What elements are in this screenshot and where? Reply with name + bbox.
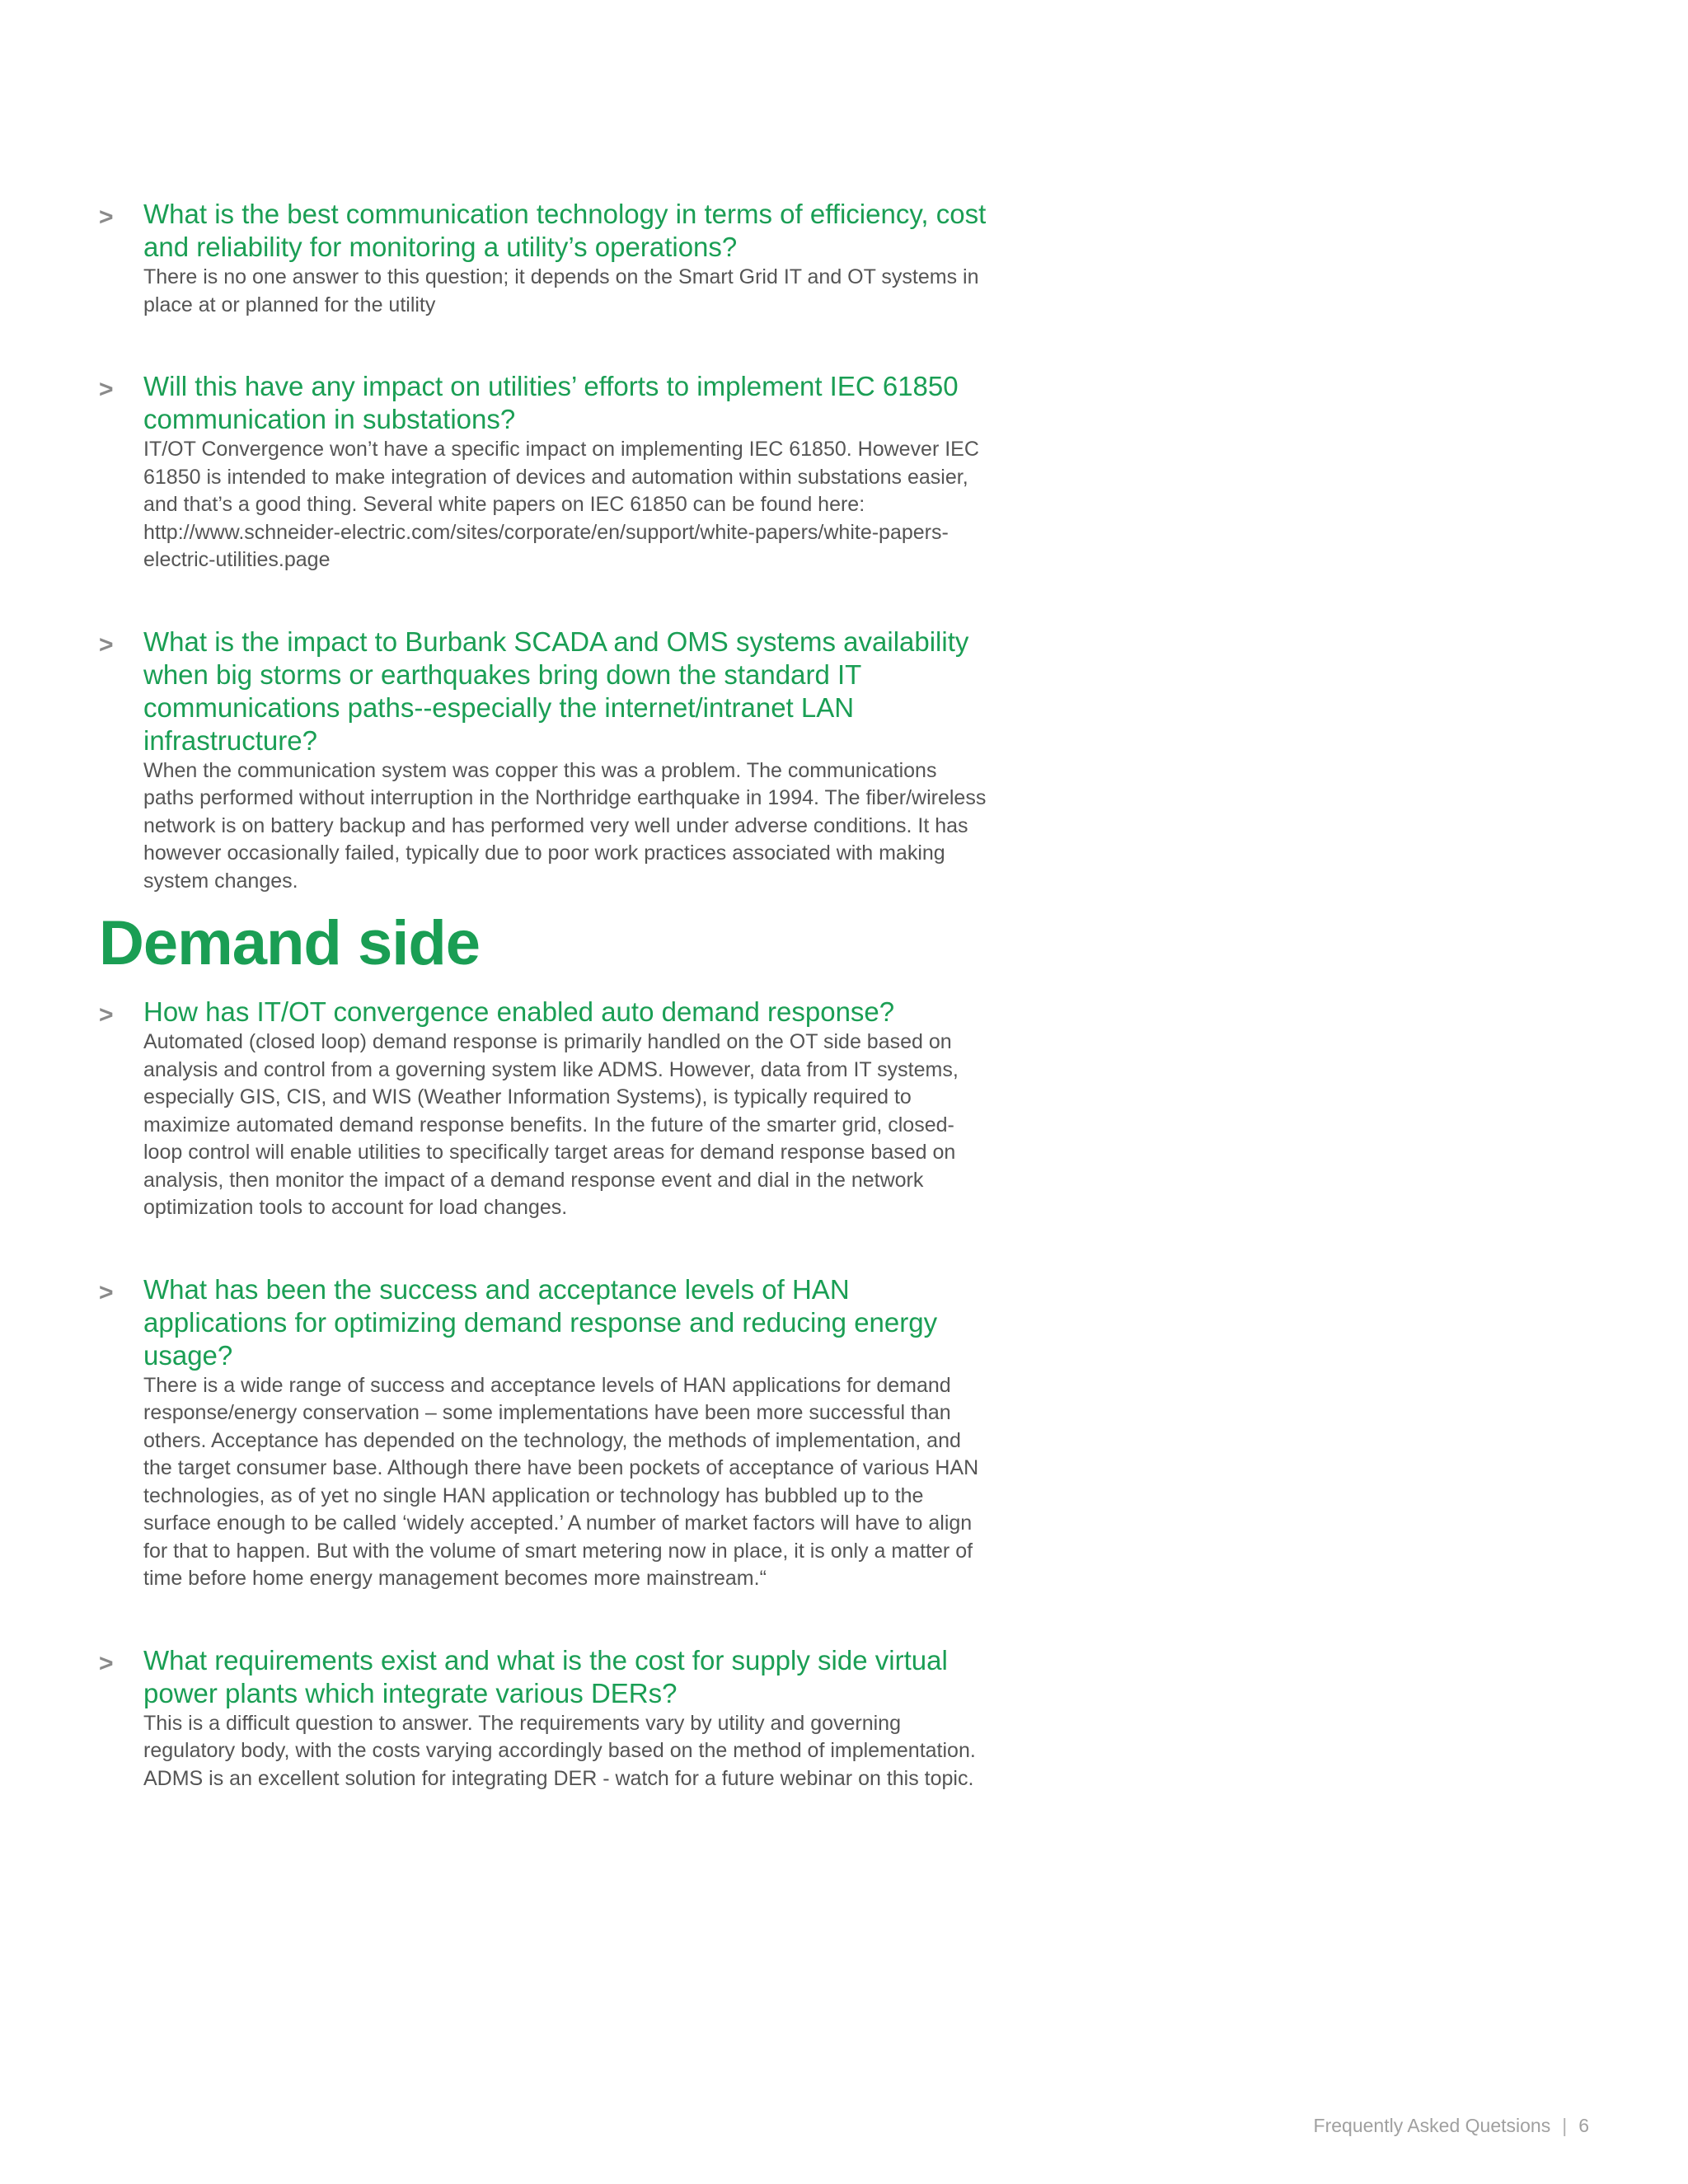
chevron-right-icon: > [99,1278,114,1306]
faq-question: What is the impact to Burbank SCADA and OMS systems availability when big storms or earthquakes bring down the standard IT communications paths--especially the internet/intranet LAN infrastructure? [143,626,969,756]
faq-content [99,198,989,1844]
faq-answer: When the communication system was copper this was a problem. The communications paths performed without interruption in the Northridge earthquake in 1994. The fiber/wireless network is on battery backup and has performed very well under adverse conditions. It has however occasionally failed, typically due to poor work practices associated with making system changes. [143,758,987,893]
faq-answer: There is a wide range of success and acceptance levels of HAN applications for demand response/energy conservation – some implementations have been more successful than others. Acceptance has depended on the technology, the methods of implementation, and the target consumer base. Although there have been pockets of acceptance of various HAN technologies, as of yet no single HAN application or technology has bubbled up to the surface enough to be called ‘widely accepted.’ A number of market factors will have to align for that to happen. But with the volume of smart metering now in place, it is only a matter of time before home energy management becomes more mainstream.“ [143,1373,979,1590]
chevron-right-icon: > [99,376,114,403]
faq-item [99,1644,989,1793]
faq-item [99,1273,989,1593]
chevron-right-icon: > [99,630,114,658]
chevron-right-icon: > [99,1001,114,1029]
faq-answer: IT/OT Convergence won’t have a specific impact on implementing IEC 61850. However IEC 61850 is intended to make integration of devices and automation within substations easier, and that’s a good thing. Several white papers on IEC 61850 can be found here: http://www.schneider-electric.com/sites/corporate/en/support/white-papers/white-papers-electric-utilities.page [143,438,979,571]
faq-item [99,198,989,319]
faq-answer: There is no one answer to this question; it depends on the Smart Grid IT and OT systems in place at or planned for the utility [143,265,979,316]
faq-question: What has been the success and acceptance levels of HAN applications for optimizing demand response and reducing energy usage? [143,1273,938,1371]
page-footer [1314,2115,1589,2137]
faq-item [99,996,989,1222]
faq-answer: Automated (closed loop) demand response is primarily handled on the OT side based on analysis and control from a governing system like ADMS. However, data from IT systems, especially GIS, CIS, and WIS (Weather Information Systems), is typically required to maximize automated demand response benefits. In the future of the smarter grid, closed-loop control will enable utilities to specifically target areas for demand response based on analysis, then monitor the impact of a demand response event and dial in the network optimization tools to account for load changes. [143,1030,959,1219]
faq-question: How has IT/OT convergence enabled auto demand response? [143,996,895,1027]
footer-label: Frequently Asked Quetsions [1313,2115,1551,2136]
faq-question: What is the best communication technology in terms of efficiency, cost and reliability for monitoring a utility’s operations? [143,199,987,262]
page-number: 6 [1578,2115,1589,2136]
faq-answer: This is a difficult question to answer. The requirements vary by utility and governing regulatory body, with the costs varying accordingly based on the method of implementation. ADMS is an excellent solution for integrating DER - watch for a future webinar on this topic. [143,1711,976,1790]
chevron-right-icon: > [99,204,114,231]
chevron-right-icon: > [99,1649,114,1677]
faq-item [99,370,989,574]
faq-item [99,626,989,896]
section-heading: Demand side [99,908,481,978]
faq-question: What requirements exist and what is the cost for supply side virtual power plants which integrate various DERs? [143,1644,948,1708]
faq-question: Will this have any impact on utilities’ efforts to implement IEC 61850 communication in substations? [143,371,959,434]
footer-separator: | [1562,2115,1568,2136]
